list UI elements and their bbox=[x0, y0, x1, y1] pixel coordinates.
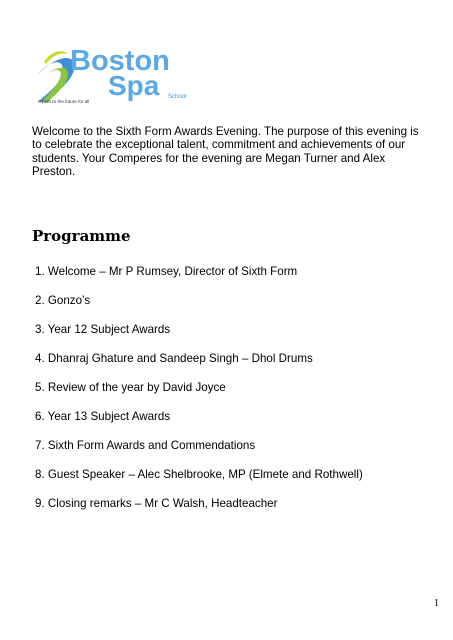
logo-word-boston: Boston bbox=[70, 45, 170, 77]
programme-item: 1. Welcome – Mr P Rumsey, Director of Sixth Form bbox=[35, 265, 298, 278]
school-logo bbox=[34, 40, 194, 104]
logo-tagline: A path to the future for all bbox=[38, 99, 90, 104]
programme-item: 3. Year 12 Subject Awards bbox=[35, 323, 171, 336]
programme-item: 6. Year 13 Subject Awards bbox=[35, 410, 171, 423]
logo-word-school: School bbox=[168, 94, 187, 100]
page-number: 1 bbox=[434, 598, 439, 609]
programme-item: 2. Gonzo’s bbox=[35, 294, 91, 307]
programme-list bbox=[35, 265, 425, 526]
programme-item: 9. Closing remarks – Mr C Walsh, Headteacher bbox=[35, 497, 278, 510]
programme-item: 8. Guest Speaker – Alec Shelbrooke, MP (Elmete and Rothwell) bbox=[35, 468, 363, 481]
intro-paragraph: Welcome to the Sixth Form Awards Evening. The purpose of this evening is to celebrate the exceptional talent, commitment and achievements of our students. Your Comperes for the evening are Megan Turner and Alex Preston. bbox=[32, 125, 419, 179]
logo-word-spa: Spa bbox=[108, 70, 160, 101]
programme-item: 4. Dhanraj Ghature and Sandeep Singh – Dhol Drums bbox=[35, 352, 313, 365]
programme-item: 7. Sixth Form Awards and Commendations bbox=[35, 439, 256, 452]
programme-heading: Programme bbox=[32, 227, 131, 245]
logo-path-swoosh-blue bbox=[36, 58, 75, 102]
programme-item: 5. Review of the year by David Joyce bbox=[35, 381, 226, 394]
